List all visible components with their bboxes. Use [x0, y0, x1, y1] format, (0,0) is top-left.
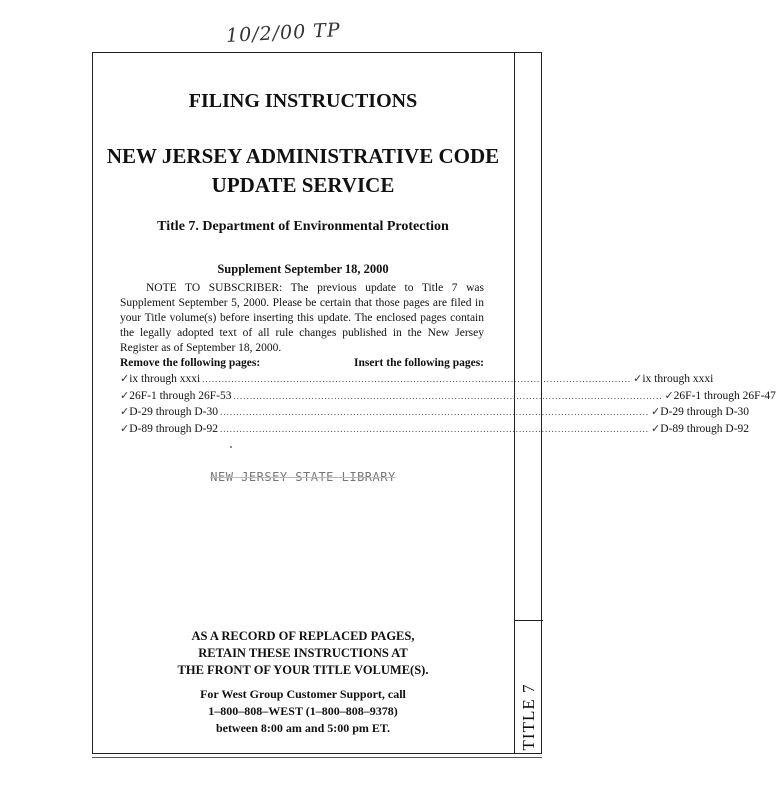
customer-support-info [92, 686, 514, 737]
remove-pages-cell: 26F-1 through 26F-53 [129, 389, 232, 402]
checkmark-icon: ✓ [120, 372, 130, 385]
support-phone: 1–800–808–WEST (1–800–808–9378) [208, 704, 398, 718]
table-row [120, 421, 750, 438]
checkmark-icon: ✓ [120, 405, 130, 418]
retain-instructions [92, 628, 514, 679]
title-department-heading: Title 7. Department of Environmental Protection [157, 219, 449, 234]
table-row [120, 388, 776, 405]
checkmark-icon: ✓ [120, 421, 130, 435]
support-line1: For West Group Customer Support, call [200, 687, 406, 701]
remove-header: Remove the following pages: [120, 357, 261, 369]
leader-dots: .................................................................................................................................... [220, 407, 650, 417]
code-title-line2: UPDATE SERVICE [211, 173, 395, 197]
pages-table-header [120, 356, 484, 371]
page-title: FILING INSTRUCTIONS [188, 90, 418, 112]
leader-dots: .................................................................................................................................... [233, 390, 663, 401]
remove-pages-cell: ix through xxxi [129, 373, 201, 385]
checkmark-icon: ✓ [651, 405, 661, 418]
remove-pages-cell: D-29 through D-30 [129, 406, 219, 418]
subscriber-note [120, 281, 484, 356]
tab-divider [515, 620, 543, 621]
table-row [120, 404, 750, 421]
remove-pages-cell: D-89 through D-92 [129, 422, 219, 435]
checkmark-icon: ✓ [651, 421, 661, 435]
handwritten-date-note: 10/2/00 TP [225, 19, 342, 47]
title-tab-label: TITLE 7 [519, 683, 538, 751]
pages-table [120, 356, 776, 437]
insert-pages-cell: ix through xxxi [642, 373, 714, 385]
checkmark-icon: ✓ [633, 372, 643, 385]
retain-line1: AS A RECORD OF REPLACED PAGES, [191, 629, 415, 643]
checkmark-icon: ✓ [664, 388, 674, 402]
code-title-line1: NEW JERSEY ADMINISTRATIVE CODE [106, 144, 500, 168]
frame-bottom-rule [92, 757, 542, 758]
insert-pages-cell: D-29 through D-30 [660, 406, 750, 418]
leader-dots: .................................................................................................................................... [220, 423, 650, 434]
insert-pages-cell: D-89 through D-92 [660, 422, 750, 435]
retain-line2: RETAIN THESE INSTRUCTIONS AT [198, 646, 408, 660]
subscriber-note-text: NOTE TO SUBSCRIBER: The previous update to Title 7 was Supplement September 5, 2000. Please be certain that those pages are filed in your Title volume(s) before inserting this update. The enclosed pages contain the legally adopted text of all rule changes published in the New Jersey Register as of September 18, 2000. [120, 282, 484, 354]
scan-speck [230, 446, 232, 448]
library-stamp: NEW JERSEY STATE LIBRARY [210, 470, 396, 484]
leader-dots: .................................................................................................................................... [202, 374, 632, 384]
insert-pages-cell: 26F-1 through 26F-47 [673, 389, 776, 402]
checkmark-icon: ✓ [120, 388, 130, 402]
insert-header: Insert the following pages: [353, 357, 484, 369]
supplement-date-heading: Supplement September 18, 2000 [217, 262, 389, 276]
table-row [120, 371, 714, 388]
support-hours: between 8:00 am and 5:00 pm ET. [215, 721, 391, 735]
retain-line3: THE FRONT OF YOUR TITLE VOLUME(S). [177, 663, 429, 677]
